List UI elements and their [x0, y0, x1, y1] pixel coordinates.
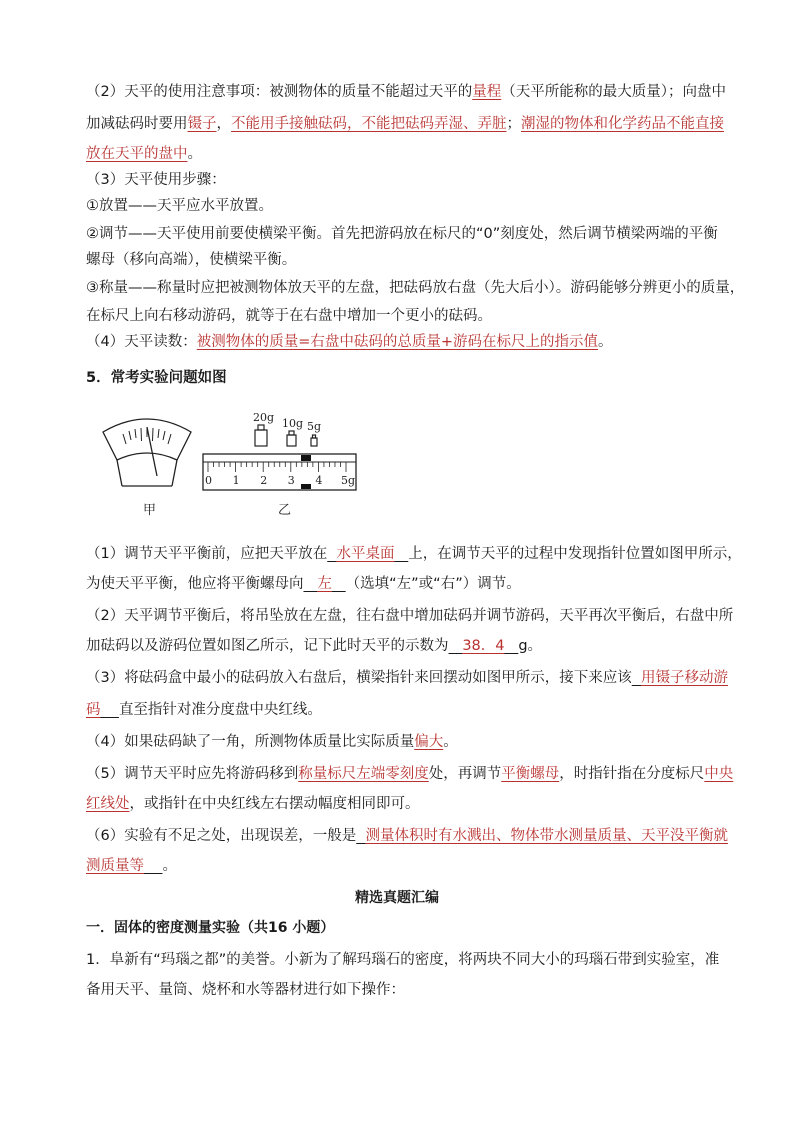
- answer-zero-mark: 称量标尺左端零刻度: [298, 766, 429, 782]
- answer-red-line: 红线处: [86, 796, 130, 812]
- label-yi: 乙: [278, 503, 292, 518]
- tick-label: 1: [232, 474, 240, 487]
- label-jia: 甲: [143, 503, 157, 518]
- balance-figure: [95, 404, 365, 522]
- question-5-title: 5．常考实验问题如图: [86, 370, 227, 386]
- answer-4-line: （4）如果砝码缺了一角，所测物体质量比实际质量偏大。: [86, 734, 458, 750]
- weight-20g-label: 20g: [253, 411, 275, 424]
- tick-label: 3: [287, 474, 295, 487]
- tick-label: 5g: [341, 474, 356, 487]
- question-1-line-2: 备用天平、量筒、烧杯和水等器材进行如下操作：: [86, 982, 405, 998]
- answer-3-line-2: 码 直至指针对准分度盘中央红线。: [86, 702, 322, 718]
- dial-gauge: [103, 419, 191, 486]
- answer-2-line-2: 加砝码以及游码位置如图乙所示，记下此时天平的示数为 38．4 g。: [86, 638, 543, 654]
- step-weigh-cont: 在标尺上向右移动游码，就等于在右盘中增加一个更小的砝码。: [86, 308, 492, 324]
- step-adjust: ②调节——天平使用前要使横梁平衡。首先把游码放在标尺的“0”刻度处，然后调节横梁两端的平衡: [86, 226, 718, 242]
- answer-error-sources-cont: 测质量等: [86, 858, 144, 874]
- tick-label: 4: [315, 474, 323, 487]
- tick-label: 2: [260, 474, 268, 487]
- weight-10g-label: 10g: [282, 417, 304, 430]
- answer-mass: 38．4: [462, 638, 505, 654]
- answer-table: 水平桌面: [336, 546, 395, 562]
- answer-move-rider-cont: 码: [86, 702, 101, 718]
- answer-6-line-1: （6）实验有不足之处，出现误差，一般是 测量体积时有水溅出、物体带水测量质量、天平没平衡就: [86, 828, 728, 844]
- step-place: ①放置——天平应水平放置。: [86, 198, 273, 214]
- section-heading: 精选真题汇编: [355, 890, 439, 906]
- answer-balance-nut: 平衡螺母: [501, 766, 560, 782]
- answer-1-line-2: 为使天平平衡，他应将平衡螺母向 左 （选填“左”或“右”）调节。: [86, 576, 521, 592]
- answer-1-line-1: （1）调节天平平衡前，应把天平放在 水平桌面 上，在调节天平的过程中发现指针位置如图甲所示，: [86, 546, 742, 562]
- answer-wet-objects: 潮湿的物体和化学药品不能直接: [521, 116, 724, 132]
- answer-wet-objects-cont: 放在天平的盘中: [86, 146, 188, 162]
- weight-5g-label: 5g: [307, 420, 322, 433]
- question-1-line-1: 1．阜新有“玛瑙之都”的美誉。小新为了解玛瑙石的密度，将两块不同大小的玛瑙石带到实验室，准: [86, 952, 720, 968]
- answer-6-line-2: 测质量等 。: [86, 858, 177, 874]
- reading-line: （4）天平读数：被测物体的质量=右盘中砝码的总质量+游码在标尺上的指示值。: [86, 334, 613, 350]
- answer-error-sources: 测量体积时有水溅出、物体带水测量质量、天平没平衡就: [365, 828, 728, 844]
- note-line-2: 加减砝码时要用镊子，不能用手接触砝码，不能把砝码弄湿、弄脏；潮湿的物体和化学药品不能直接: [86, 116, 724, 132]
- answer-move-rider: 用镊子移动游: [640, 670, 728, 686]
- answer-left: 左: [317, 576, 332, 592]
- answer-tweezers: 镊子: [187, 116, 217, 132]
- answer-no-touch: 不能用手接触砝码，不能把砝码弄湿、弄脏: [231, 116, 507, 132]
- step-adjust-cont: 螺母（移向高端），使横梁平衡。: [86, 252, 297, 268]
- answer-5-line-1: （5）调节天平时应先将游码移到称量标尺左端零刻度处，再调节平衡螺母，时指针指在分度标尺中央: [86, 766, 734, 782]
- scale-ruler: [203, 454, 356, 490]
- answer-2-line-1: （2）天平调节平衡后，将吊坠放在左盘，往右盘中增加砝码并调节游码，天平再次平衡后，右盘中所: [86, 608, 734, 624]
- tick-label: 0: [205, 474, 212, 487]
- answer-3-line-1: （3）将砝码盒中最小的砝码放入右盘后，横梁指针来回摆动如图甲所示，接下来应该 用镊子移动游: [86, 670, 728, 686]
- answer-range: 量程: [472, 84, 502, 100]
- note-line-1: （2）天平的使用注意事项：被测物体的质量不能超过天平的量程（天平所能称的最大质量）；向盘中: [86, 84, 726, 100]
- step-weigh: ③称量——称量时应把被测物体放天平的左盘，把砝码放右盘（先大后小）。游码能够分辨更小的质量，: [86, 280, 745, 296]
- note-line-3: 放在天平的盘中。: [86, 146, 202, 162]
- answer-center: 中央: [704, 766, 734, 782]
- steps-title: （3）天平使用步骤：: [86, 172, 226, 188]
- answer-larger: 偏大: [414, 734, 444, 750]
- answer-5-line-2: 红线处，或指针在中央红线左右摆动幅度相同即可。: [86, 796, 420, 812]
- section-subheading: 一．固体的密度测量实验（共16 小题）: [86, 920, 335, 936]
- answer-reading: 被测物体的质量=右盘中砝码的总质量+游码在标尺上的指示值: [196, 334, 599, 350]
